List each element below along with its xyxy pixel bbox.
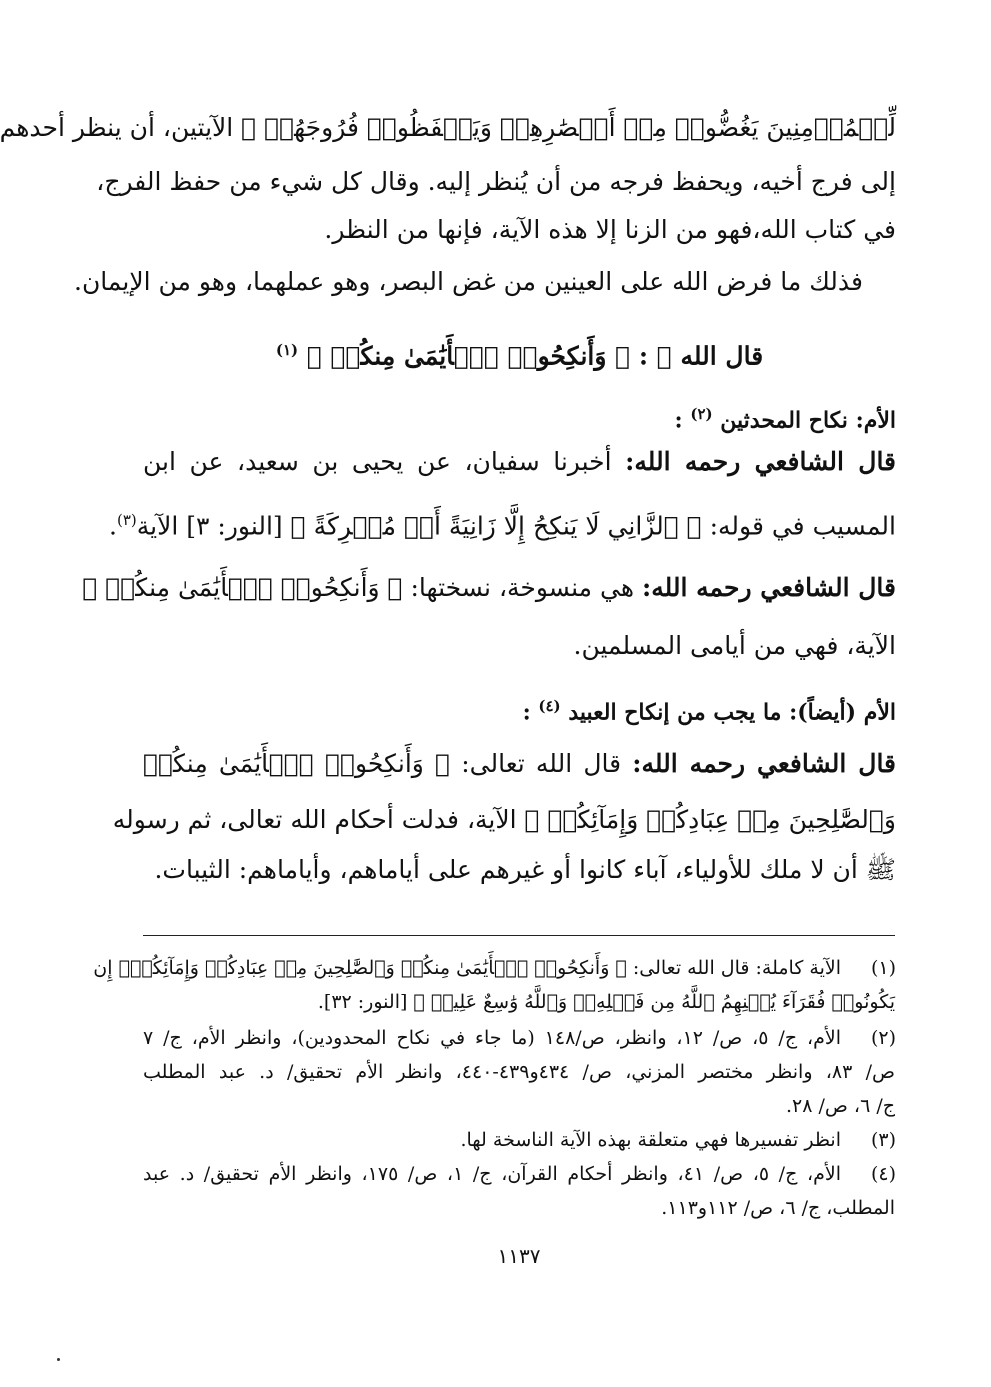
footnote-line: ج/ ٦، ص/ ٢٨. [786,1095,895,1117]
paragraph-line: في كتاب الله،فهو من الزنا إلا هذه الآية، فإنها من النظر. [324,215,896,244]
section-heading [143,684,896,728]
footnote-divider [143,935,895,936]
paragraph-line [109,496,896,544]
paragraph-line [143,438,896,486]
paragraph-text: أخبرنا سفيان، عن يحيى بن سعيد، عن ابن [143,447,626,476]
footnote-ref: (٣) [116,511,137,529]
scan-speck [57,1358,60,1361]
paragraph-text: قال الله تعالى: ﴿ وَأَنكِحُوا۟ ٱلۡأَيَٰمَىٰ مِنكُمۡ [143,749,633,778]
footnote-ref: (١) [275,341,299,359]
footnote-line: انظر تفسيرها فهي متعلقة بهذه الآية الناسخة لها. [460,1129,841,1151]
speaker-label: قال الشافعي رحمه الله: [625,447,897,476]
paragraph-text: . [109,511,117,541]
paragraph-line: وَٱلصَّٰلِحِينَ مِنۡ عِبَادِكُمۡ وَإِمَآئِكُمۡ ﴾ الآية، فدلت أحكام الله تعالى، ثم رسوله [112,805,896,834]
paragraph-line: ﷺ أن لا ملك للأولياء، آباء كانوا أو غيرهم على أياماهم، وأياماهم: الثيبات. [154,855,896,884]
quran-verse-heading [143,322,896,378]
paragraph-line: الآية، فهي من أيامى المسلمين. [573,631,896,660]
speaker-label: قال الشافعي رحمه الله: [641,573,896,602]
footnote-number: (٣) [870,1129,896,1151]
footnote-line: الأم، ج/ ٥، ص/ ١٢، وانظر، ص/١٤٨ (ما جاء في نكاح المحدودين)، وانظر الأم، ج/ ٧ [143,1027,841,1049]
section-heading-text: الأم (أيضاً): ما يجب من إنكاح العبيد [568,699,896,726]
paragraph-line: لِّلۡمُؤۡمِنِينَ يَغُضُّوا۟ مِنۡ أَبۡصَٰرِهِمۡ وَيَحۡفَظُوا۟ فُرُوجَهُمۡ ﴾ الآيتين، أن ينظر أحدهم [0,113,896,142]
footnote-ref: (٢) [690,405,713,423]
heading-colon: : [674,407,683,434]
heading-colon: : [522,699,531,726]
footnote-ref: (٤) [538,697,561,715]
footnote-line: المطلب، ج/ ٦، ص/ ١١٢و١١٣. [661,1197,895,1219]
paragraph-line: فذلك ما فرض الله على العينين من غض البصر، وهو عملهما، وهو من الإيمان. [74,267,863,296]
footnote-line: الآية كاملة: قال الله تعالى: ﴿ وَأَنكِحُوا۟ ٱلۡأَيَٰمَىٰ مِنكُمۡ وَٱلصَّٰلِحِينَ مِنۡ عِبَادِكُمۡ وَإِمَآئِكُمۡۚ إِن [93,957,841,979]
verse-text: قال الله ﷻ : ﴿ وَأَنكِحُوا۟ ٱلۡأَيَٰمَىٰ مِنكُمۡ ﴾ [306,341,764,371]
paragraph-line: إلى فرج أخيه، ويحفظ فرجه من أن يُنظر إليه. وقال كل شيء من حفظ الفرج، [96,167,896,196]
paragraph-text: المسيب في قوله: ﴿ ٱلزَّانِي لَا يَنكِحُ إِلَّا زَانِيَةً أَوۡ مُشۡرِكَةً ﴾ [النور: ٣] الآية [136,511,896,541]
page-number: ١١٣٧ [497,1244,541,1268]
speaker-label: قال الشافعي رحمه الله: [632,749,897,778]
paragraph-line [82,564,896,612]
section-heading [143,392,896,436]
footnote-number: (١) [870,957,896,979]
section-heading-text: الأم: نكاح المحدثين [720,407,896,434]
footnote-line: ص/ ٨٣، وانظر مختصر المزني، ص/ ٤٣٤و٤٣٩-٤٤٠، وانظر الأم تحقيق/ د. عبد المطلب [143,1061,895,1083]
footnote-line: الأم، ج/ ٥، ص/ ٤١، وانظر أحكام القرآن، ج/ ١، ص/ ١٧٥، وانظر الأم تحقيق/ د. عبد [143,1163,841,1185]
footnote-number: (٤) [870,1163,896,1185]
paragraph-line [143,740,896,788]
footnote-number: (٢) [870,1027,896,1049]
paragraph-text: هي منسوخة، نسختها: ﴿ وَأَنكِحُوا۟ ٱلۡأَيَٰمَىٰ مِنكُمۡ ﴾ [82,573,642,602]
footnote-line: يَكُونُوا۟ فُقَرَآءَ يُغۡنِهِمُ ٱللَّهُ مِن فَضۡلِهِۦۗ وَٱللَّهُ وَٰسِعٌ عَلِيمٞ ﴾ [النور: ٣٢]. [317,991,895,1013]
